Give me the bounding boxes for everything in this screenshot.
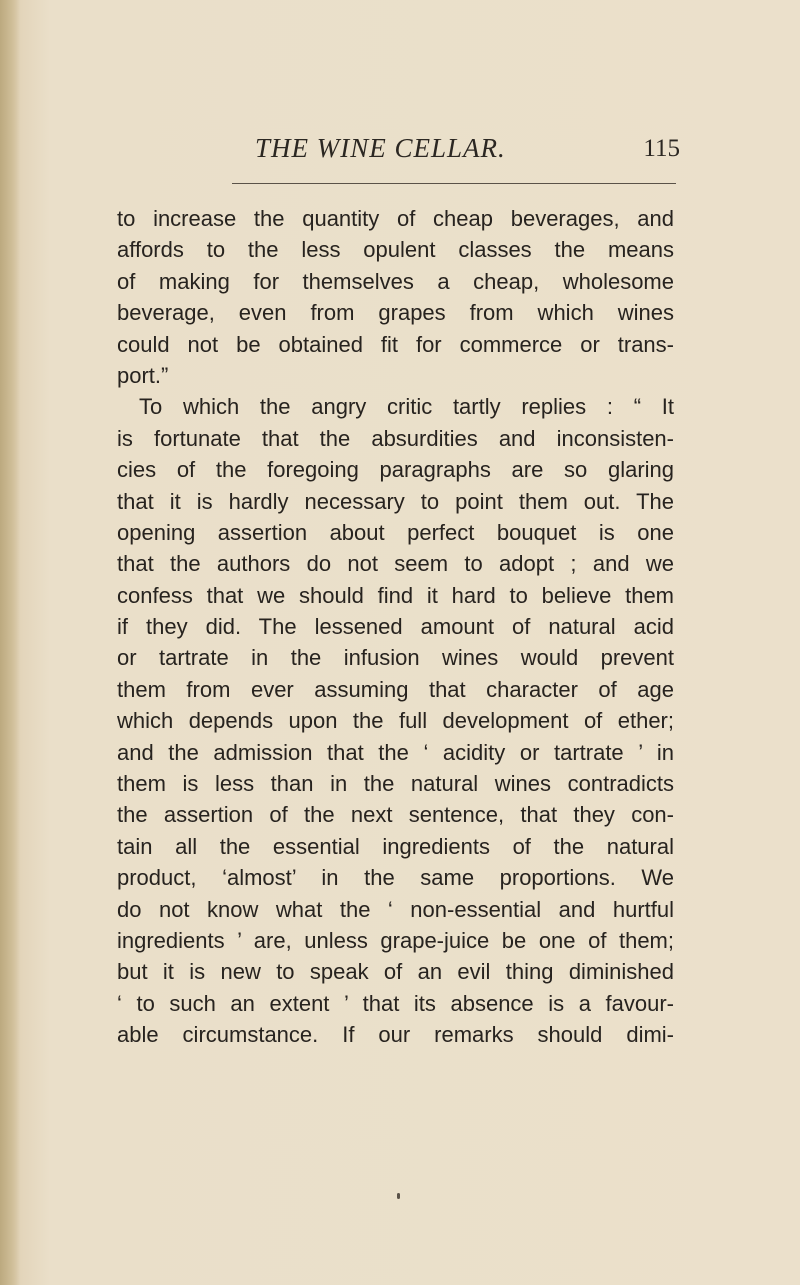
text-line: confess that we should find it hard to believe them	[117, 582, 674, 608]
body-text	[117, 203, 674, 1051]
text-line: affords to the less opulent classes the means	[117, 237, 674, 263]
text-line: if they did. The lessened amount of natural acid	[117, 614, 674, 640]
running-title: THE WINE CELLAR.	[255, 133, 506, 163]
text-line: the assertion of the next sentence, that they con-	[117, 802, 674, 828]
text-line: product, ‘almost’ in the same proportions. We	[117, 865, 674, 891]
text-line: beverage, even from grapes from which wines	[117, 300, 674, 326]
text-line: opening assertion about perfect bouquet is one	[117, 519, 674, 545]
running-head	[140, 133, 680, 173]
text-line: which depends upon the full development of ether;	[117, 708, 674, 734]
text-line: cies of the foregoing paragraphs are so glaring	[117, 457, 674, 483]
page-gutter	[0, 0, 20, 1285]
text-line: ‘ to such an extent ’ that its absence is a favour-	[117, 990, 674, 1016]
text-line: able circumstance. If our remarks should dimi-	[117, 1022, 674, 1048]
text-line: them from ever assuming that character of age	[117, 676, 674, 702]
text-line: could not be obtained fit for commerce or trans-	[117, 331, 674, 357]
text-line: ingredients ’ are, unless grape-juice be one of them;	[117, 927, 674, 953]
text-line: and the admission that the ‘ acidity or tartrate ’ in	[117, 739, 674, 765]
text-line: but it is new to speak of an evil thing diminished	[117, 959, 674, 985]
text-line: do not know what the ‘ non-essential and hurtful	[117, 896, 674, 922]
text-line: or tartrate in the infusion wines would prevent	[117, 645, 674, 671]
text-line: of making for themselves a cheap, wholesome	[117, 268, 674, 294]
text-line: tain all the essential ingredients of the natural	[117, 833, 674, 859]
text-line: to increase the quantity of cheap beverages, and	[117, 206, 674, 231]
text-line: them is less than in the natural wines contradicts	[117, 771, 674, 797]
header-rule	[232, 183, 676, 184]
text-line: To which the angry critic tartly replies : “ It	[139, 394, 674, 420]
page-number: 115	[643, 135, 680, 162]
ink-speck	[397, 1193, 400, 1199]
text-line: port.”	[117, 362, 169, 388]
text-line: that the authors do not seem to adopt ; and we	[117, 551, 674, 577]
text-line: that it is hardly necessary to point them out. The	[117, 488, 674, 514]
text-line: is fortunate that the absurdities and inconsisten-	[117, 425, 674, 451]
